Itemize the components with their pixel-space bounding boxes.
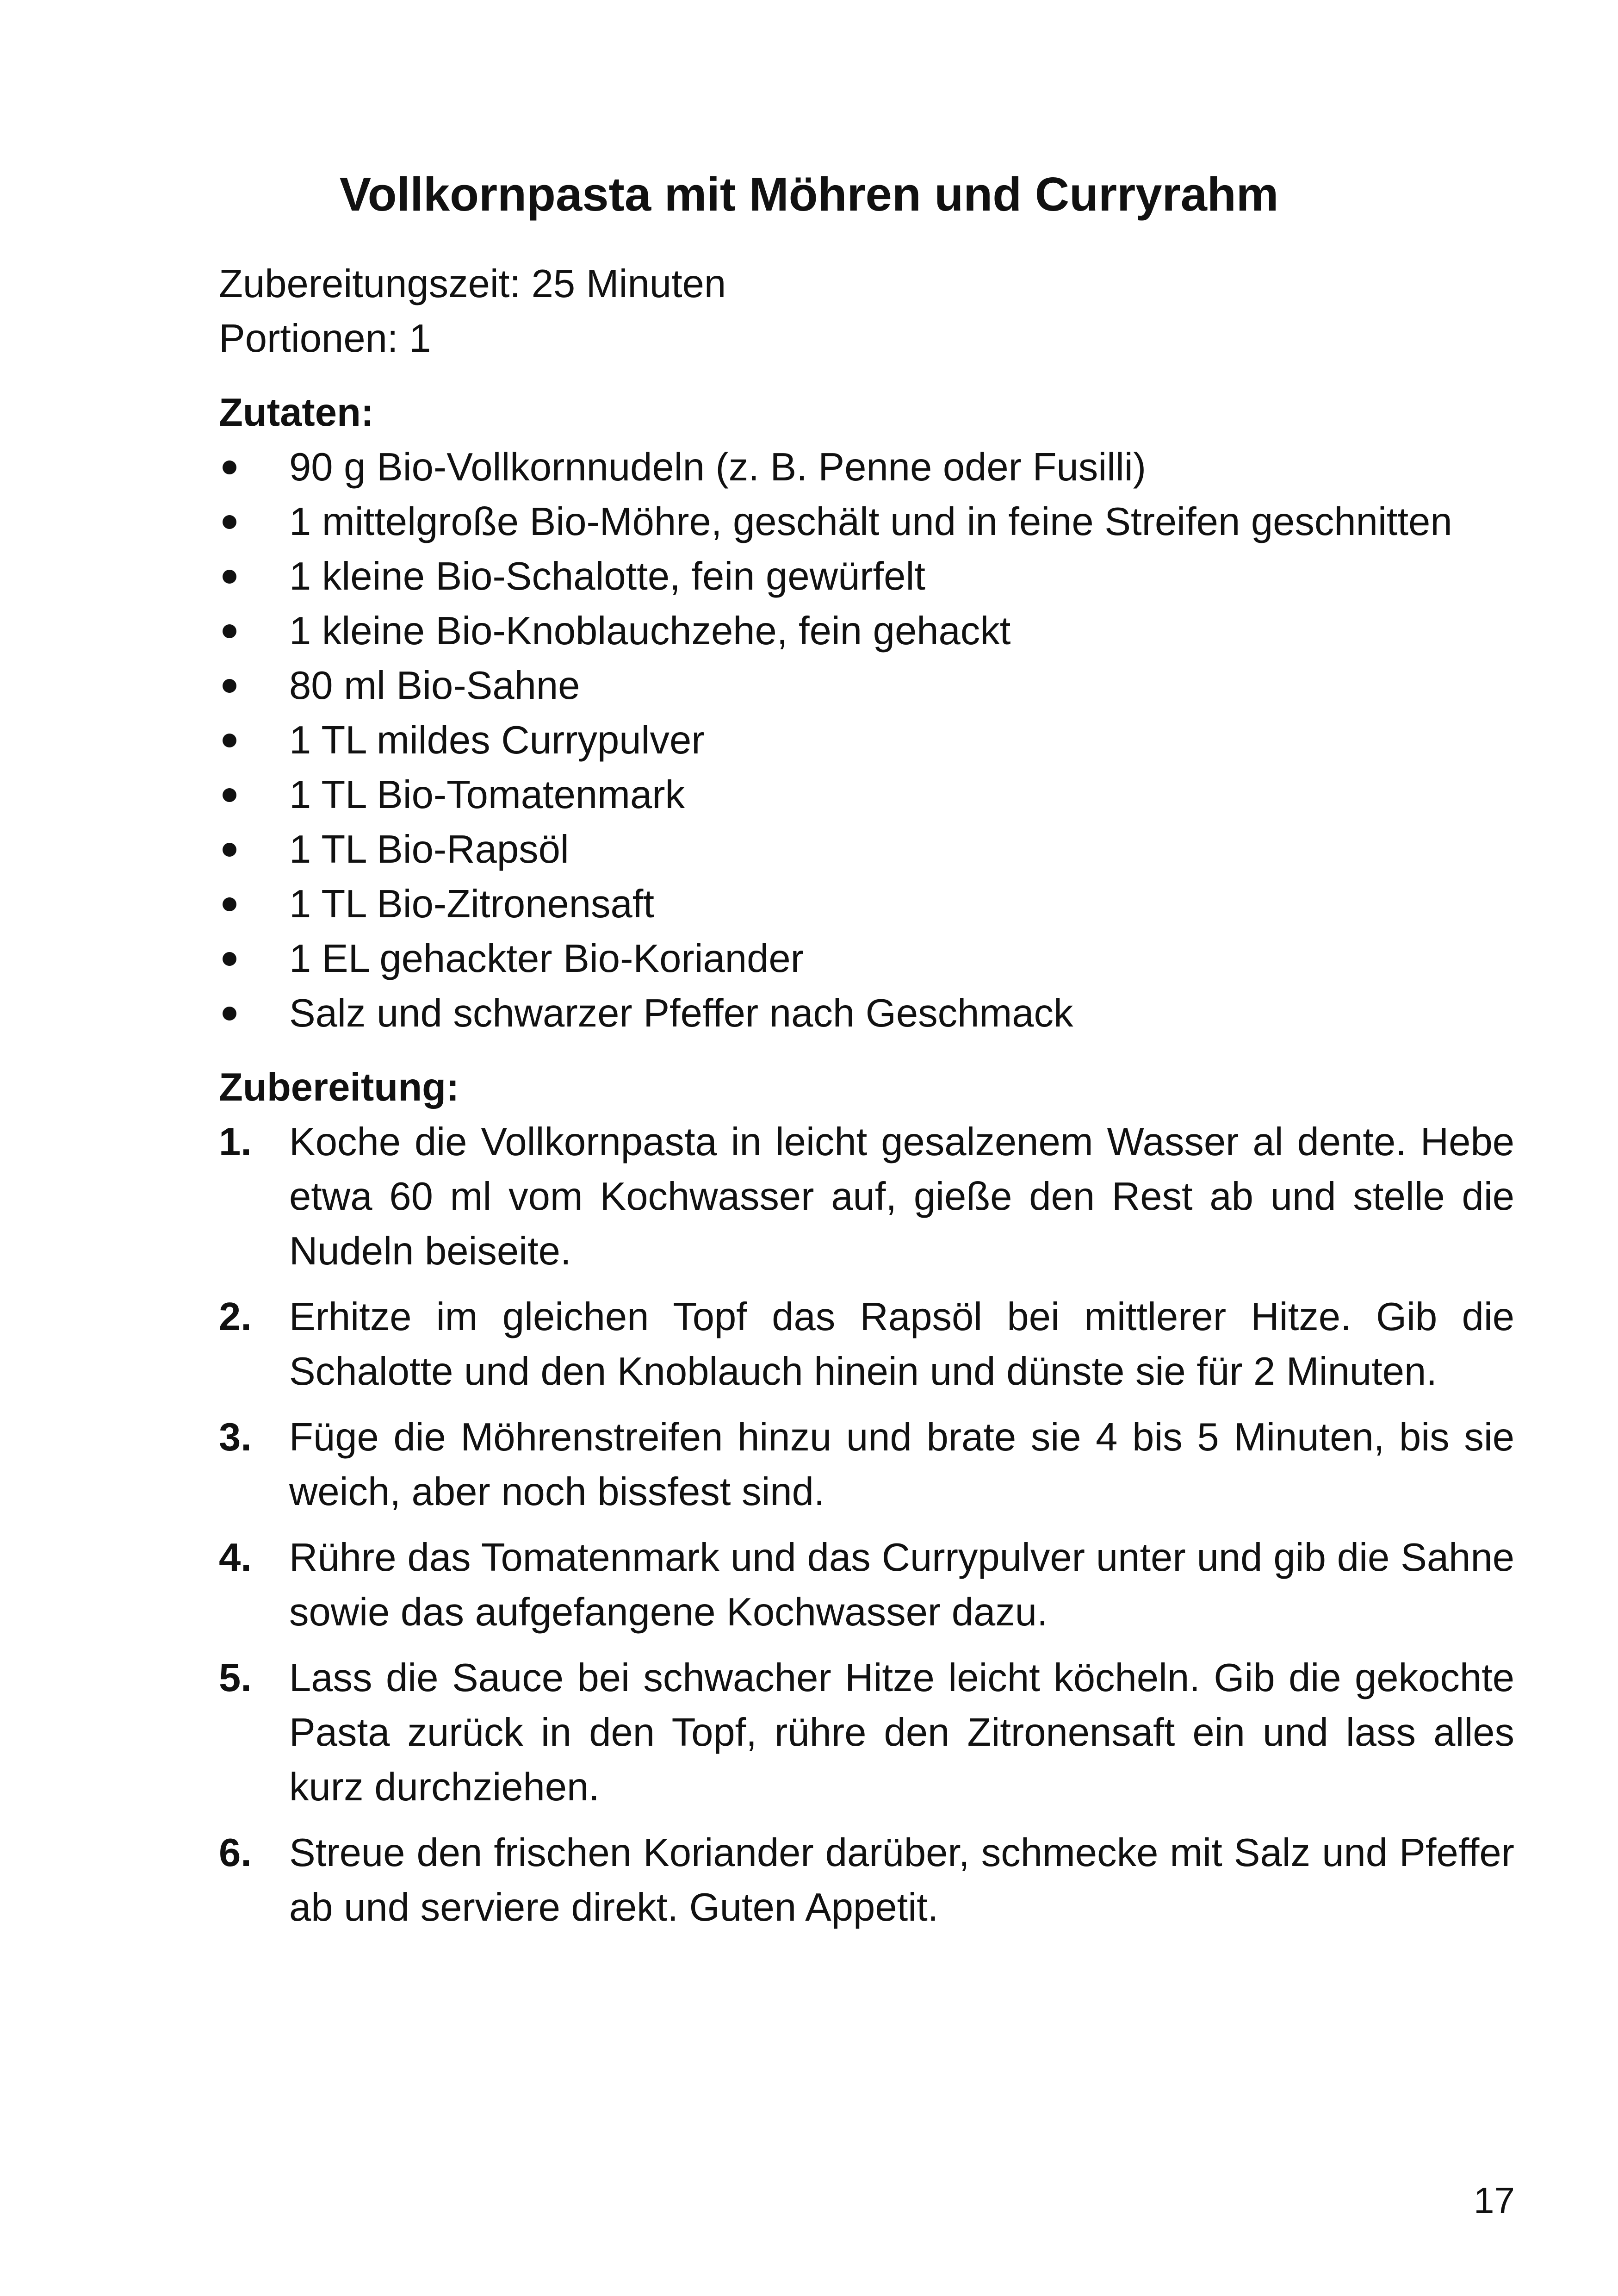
bullet-icon (223, 788, 236, 802)
step-item (219, 1826, 1514, 1935)
step-text: Streue den frischen Koriander darüber, schmecke mit Salz und Pfeffer ab und serviere direkt. Guten Appetit. (289, 1831, 1514, 1929)
recipe-title: Vollkornpasta mit Möhren und Curryrahm (339, 168, 1279, 221)
list-item (219, 713, 1514, 768)
list-item (219, 495, 1514, 549)
ingredient-text: 80 ml Bio-Sahne (289, 664, 580, 708)
bullet-icon (223, 624, 236, 638)
ingredients-list (219, 440, 1514, 1041)
step-text: Füge die Möhrenstreifen hinzu und brate sie 4 bis 5 Minuten, bis sie weich, aber noch bissfest sind. (289, 1415, 1514, 1514)
step-item (219, 1531, 1514, 1640)
ingredient-text: 1 TL Bio-Tomatenmark (289, 773, 685, 817)
step-item (219, 1115, 1514, 1279)
list-item (219, 932, 1514, 986)
list-item (219, 440, 1514, 495)
list-item (219, 986, 1514, 1041)
bullet-icon (223, 460, 236, 474)
list-item (219, 549, 1514, 604)
ingredient-text: 1 TL Bio-Rapsöl (289, 828, 569, 871)
step-number: 4. (219, 1536, 252, 1580)
ingredients-heading: Zutaten: (219, 391, 374, 435)
recipe-body (219, 257, 1514, 1946)
ingredient-text: 1 kleine Bio-Schalotte, fein gewürfelt (289, 554, 925, 598)
step-item (219, 1651, 1514, 1815)
bullet-icon (223, 734, 236, 747)
ingredient-text: 1 EL gehackter Bio-Koriander (289, 937, 804, 981)
list-item (219, 659, 1514, 713)
ingredient-text: 1 kleine Bio-Knoblauchzehe, fein gehackt (289, 609, 1011, 653)
list-item (219, 768, 1514, 822)
bullet-icon (223, 515, 236, 529)
steps-list (219, 1115, 1514, 1935)
bullet-icon (223, 952, 236, 966)
bullet-icon (223, 679, 236, 693)
step-text: Erhitze im gleichen Topf das Rapsöl bei mittlerer Hitze. Gib die Schalotte und den Knoblauch hinein und dünste sie für 2 Minuten. (289, 1295, 1514, 1394)
bullet-icon (223, 1007, 236, 1020)
ingredient-text: 1 mittelgroße Bio-Möhre, geschält und in feine Streifen geschnitten (289, 500, 1452, 544)
step-text: Lass die Sauce bei schwacher Hitze leicht köcheln. Gib die gekochte Pasta zurück in den Topf, rühre den Zitronensaft ein und lass alles kurz durchziehen. (289, 1656, 1514, 1809)
step-number: 6. (219, 1831, 252, 1875)
step-number: 3. (219, 1415, 252, 1459)
step-item (219, 1410, 1514, 1519)
steps-heading: Zubereitung: (219, 1065, 459, 1109)
list-item (219, 822, 1514, 877)
prep-time: Zubereitungszeit: 25 Minuten (219, 262, 726, 306)
bullet-icon (223, 897, 236, 911)
step-number: 2. (219, 1295, 252, 1339)
page-number: 17 (1474, 2180, 1515, 2221)
bullet-icon (223, 570, 236, 584)
list-item (219, 604, 1514, 659)
bullet-icon (223, 843, 236, 857)
servings: Portionen: 1 (219, 317, 431, 361)
ingredient-text: 90 g Bio-Vollkornnudeln (z. B. Penne oder Fusilli) (289, 445, 1147, 489)
ingredient-text: Salz und schwarzer Pfeffer nach Geschmack (289, 991, 1073, 1035)
step-number: 5. (219, 1656, 252, 1700)
step-item (219, 1290, 1514, 1399)
step-number: 1. (219, 1120, 252, 1164)
step-text: Rühre das Tomatenmark und das Currypulver unter und gib die Sahne sowie das aufgefangene Kochwasser dazu. (289, 1536, 1514, 1634)
ingredient-text: 1 TL Bio-Zitronensaft (289, 882, 654, 926)
list-item (219, 877, 1514, 932)
step-text: Koche die Vollkornpasta in leicht gesalzenem Wasser al dente. Hebe etwa 60 ml vom Kochwasser auf, gieße den Rest ab und stelle die Nudeln beiseite. (289, 1120, 1514, 1273)
ingredient-text: 1 TL mildes Currypulver (289, 718, 705, 762)
